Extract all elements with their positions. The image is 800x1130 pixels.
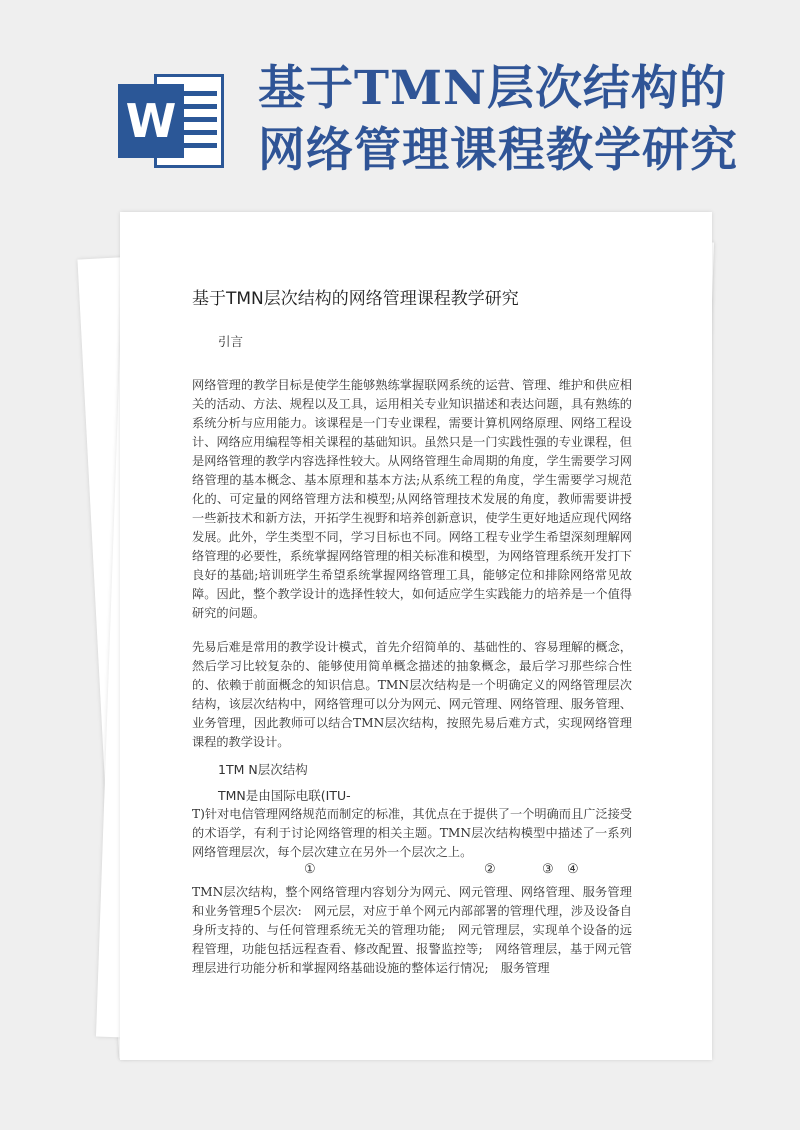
paragraph-layers: TMN层次结构，整个网络管理内容划分为网元、网元管理、网络管理、服务管理和业务管理5个层次: 网元层，对应于单个网元内部部署的管理代理，涉及设备自身所支持的、与任何管理系统无关的管理功能; 网元管理层，实现单个设备的远程管理，功能包括远程查看、修改配置、报警监控等; 网络管理层，基于网元管理层进行功能分析和掌握网络基础设施的整体运行情况; 服务管理	[192, 885, 632, 975]
circled-markers-row	[192, 862, 632, 880]
banner	[0, 0, 800, 215]
word-logo-letter: W	[118, 84, 184, 158]
paragraph-design: 先易后难是常用的教学设计模式，首先介绍简单的、基础性的、容易理解的概念，然后学习比较复杂的、能够使用简单概念描述的抽象概念，最后学习那些综合性的、依赖于前面概念的知识信息。TMN层次结构是一个明确定义的网络管理层次结构，该层次结构中，网络管理可以分为网元、网元管理、网络管理、服务管理、业务管理，因此教师可以结合TMN层次结构，按照先易后难方式，实现网络管理课程的教学设计。	[192, 640, 632, 749]
document-title: 基于TMN层次结构的网络管理课程教学研究	[192, 289, 519, 309]
marker-2: ②	[484, 862, 496, 877]
word-document-icon	[118, 62, 236, 180]
marker-3: ③	[542, 862, 554, 877]
banner-title-line2: 网络管理课程教学研究	[258, 123, 738, 178]
section-heading-1: 1TM N层次结构	[218, 762, 308, 777]
marker-4: ④	[567, 862, 579, 877]
banner-title-line1: 基于TMN层次结构的	[258, 61, 727, 116]
marker-1: ①	[304, 862, 316, 877]
paragraph-tmn-first-line: TMN是由国际电联(ITU-	[218, 788, 351, 803]
intro-heading: 引言	[218, 334, 244, 349]
paragraph-intro: 网络管理的教学目标是使学生能够熟练掌握联网系统的运营、管理、维护和供应相关的活动、方法、规程以及工具，运用相关专业知识描述和表达问题，具有熟练的系统分析与应用能力。该课程是一门专业课程，需要计算机网络原理、网络工程设计、网络应用编程等相关课程的基础知识。虽然只是一门实践性强的专业课程，但是网络管理的教学内容选择性较大。从网络管理生命周期的角度，学生需要学习网络管理的基本概念、基本原理和基本方法;从系统工程的角度，学生需要学习规范化的、可定量的网络管理方法和模型;从网络管理技术发展的角度，教师需要讲授一些新技术和新方法，开拓学生视野和培养创新意识，使学生更好地适应现代网络发展。此外，学生类型不同，学习目标也不同。网络工程专业学生希望深刻理解网络管理的必要性，系统掌握网络管理的相关标准和模型，为网络管理系统开发打下良好的基础;培训班学生希望系统掌握网络管理工具，能够定位和排除网络常见故障。因此，整个教学设计的选择性较大，如何适应学生实践能力的培养是一个值得研究的问题。	[192, 378, 632, 620]
banner-title	[258, 58, 778, 182]
paragraph-tmn: T)针对电信管理网络规范而制定的标准，其优点在于提供了一个明确而且广泛接受的术语学，有利于讨论网络管理的相关主题。TMN层次结构模型中描述了一系列网络管理层次，每个层次建立在另外一个层次之上。	[192, 807, 632, 859]
